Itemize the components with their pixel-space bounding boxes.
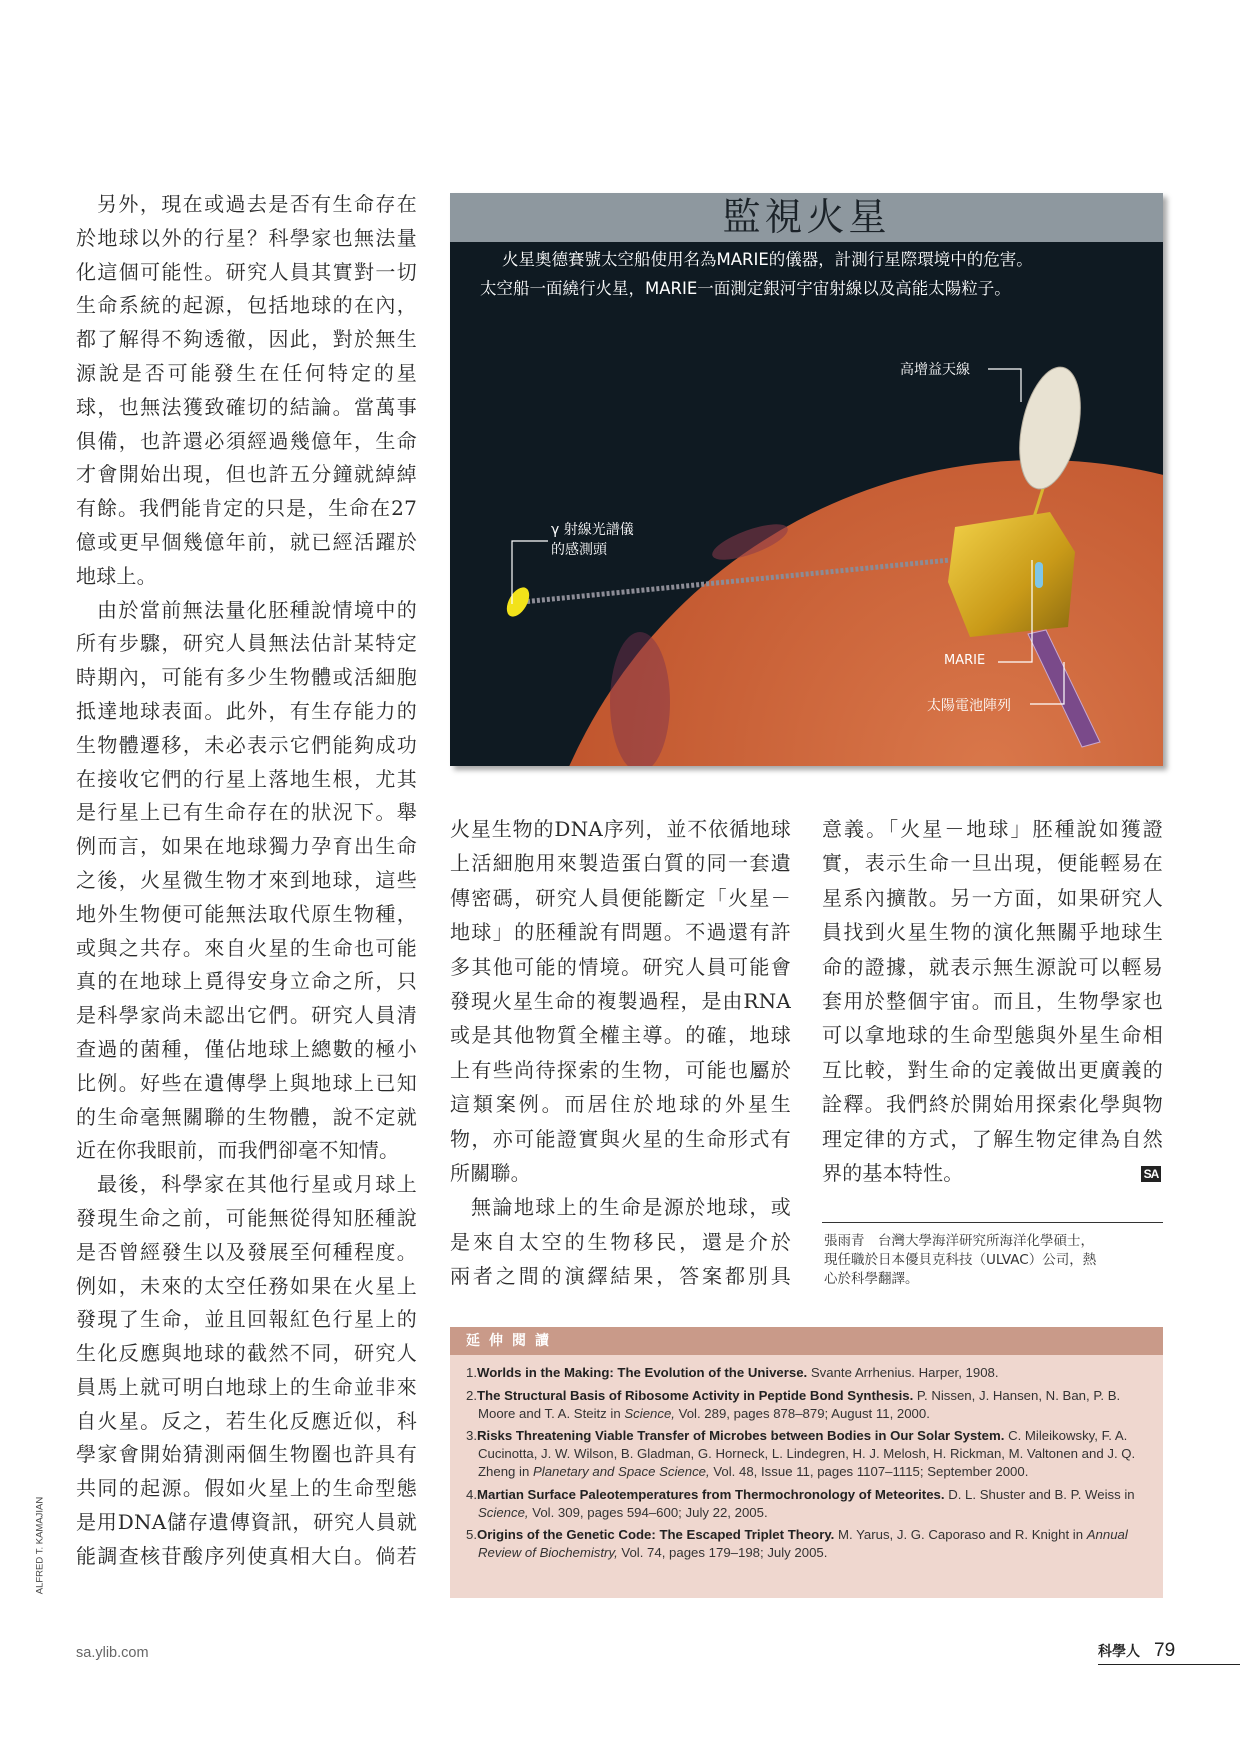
label-gamma-sensor-head: 的感測頭 [551, 542, 607, 558]
text-line: 最後，科學家在其他行星或月球上 [97, 1172, 417, 1197]
illustration-credit: ALFRED T. KAMAJIAN [34, 1496, 46, 1595]
text-line: 理定律的方式，了解生物定律為自然 [822, 1126, 1163, 1151]
text-line: 或與之共存。來自火星的生命也可能 [76, 935, 417, 960]
text-line: 自火星。反之，若生化反應近似，科 [76, 1408, 417, 1433]
text-line: 所關聯。 [450, 1160, 531, 1185]
text-line: 無論地球上的生命是源於地球，或 [471, 1195, 791, 1220]
bio-line: 現任職於日本優貝克科技（ULVAC）公司，熱 [824, 1252, 1097, 1268]
page-number: 79 [1154, 1640, 1176, 1661]
spacecraft-body [948, 512, 1075, 637]
text-line: 近在你我眼前，而我們卻毫不知情。 [76, 1138, 400, 1163]
text-line: 是用DNA儲存遺傳資訊，研究人員就 [76, 1510, 417, 1535]
reference-num: 3. [466, 1428, 477, 1443]
text-line: 源說是否可能發生在任何特定的星 [76, 360, 417, 385]
text-line: 抵達地球表面。此外，有生存能力的 [76, 698, 417, 723]
reference-title: Origins of the Genetic Code: The Escaped Triplet Theory. [477, 1527, 835, 1542]
text-line: 命的證據，就表示無生源說可以輕易 [822, 954, 1163, 979]
bio-line: 張雨青 台灣大學海洋研究所海洋化學碩士， [824, 1233, 1094, 1249]
reference-list [450, 1355, 1163, 1562]
page-footer [1098, 1640, 1240, 1665]
figure-caption [450, 245, 1163, 303]
text-line: 界的基本特性。 [822, 1160, 964, 1185]
reference-item [466, 1486, 1149, 1522]
text-line: 員馬上就可明白地球上的生命並非來 [76, 1374, 417, 1399]
text-line: 發現了生命，並且回報紅色行星上的 [76, 1307, 417, 1332]
reference-title: The Structural Basis of Ribosome Activity in Peptide Bond Synthesis. [477, 1387, 914, 1403]
caption-line: 太空船一面繞行火星，MARIE一面測定銀河宇宙射線以及高能太陽粒子。 [480, 279, 1011, 298]
text-line: 有餘。我們能肯定的只是，生命在27 [76, 496, 417, 521]
text-line: 生化反應與地球的截然不同，研究人 [76, 1341, 417, 1366]
text-line: 火星生物的DNA序列，並不依循地球 [450, 817, 791, 841]
text-line: 意義。「火星－地球」胚種說如獲證 [822, 817, 1163, 841]
website-link[interactable]: sa.ylib.com [76, 1645, 149, 1661]
text-line: 化這個可能性。研究人員其實對一切 [76, 259, 417, 284]
further-reading-box [450, 1327, 1163, 1598]
reference-rest: P. Nissen, J. Hansen, N. Ban, P. B. Moore and T. A. Steitz in [478, 1387, 1121, 1421]
reference-item [466, 1427, 1149, 1481]
text-line: 地球上。 [76, 563, 157, 588]
text-line: 套用於整個宇宙。而且，生物學家也 [822, 988, 1163, 1013]
text-line: 學家會開始猜測兩個生物圈也許具有 [76, 1442, 417, 1467]
text-line: 億或更早個幾億年前，就已經活躍於 [76, 529, 417, 554]
reference-rest: Svante Arrhenius. Harper, 1908. [807, 1365, 999, 1380]
reference-rest: M. Yarus, J. G. Caporaso and R. Knight in [834, 1527, 1087, 1542]
reference-item [466, 1364, 1149, 1382]
label-solar-array: 太陽電池陣列 [927, 698, 1011, 714]
reference-num: 4. [466, 1486, 477, 1502]
text-line: 比例。好些在遺傳學上與地球上已知 [76, 1070, 417, 1095]
text-line: 於地球以外的行星？科學家也無法量 [76, 225, 417, 250]
text-line: 的生命毫無關聯的生物體，說不定就 [76, 1104, 417, 1129]
text-line: 星系內擴散。另一方面，如果研究人 [822, 885, 1163, 910]
text-line: 時期內，可能有多少生物體或活細胞 [76, 665, 417, 690]
label-marie: MARIE [944, 653, 986, 668]
reference-rest: D. L. Shuster and B. P. Weiss in [944, 1486, 1135, 1502]
text-line: 傳密碼，研究人員便能斷定「火星－ [450, 885, 791, 910]
sa-end-mark-logo: SA [1141, 1166, 1161, 1182]
text-line: 在接收它們的行星上落地生根，尤其 [76, 766, 417, 791]
text-line: 是來自太空的生物移民，還是介於 [450, 1229, 791, 1254]
text-line: 發現生命之前，可能無從得知胚種說 [76, 1205, 417, 1230]
text-line: 地球」的胚種說有問題。不過還有許 [450, 920, 791, 945]
text-line: 員找到火星生物的演化無關乎地球生 [822, 920, 1163, 945]
reference-num: 2. [466, 1387, 477, 1403]
text-line: 能調查核苷酸序列使真相大白。倘若 [76, 1543, 417, 1568]
reference-num: 1. [466, 1365, 477, 1380]
reference-num: 5. [466, 1527, 477, 1542]
text-line: 球，也無法獲致確切的結論。當萬事 [76, 394, 417, 419]
text-line: 是科學家尚未認出它們。研究人員清 [76, 1003, 417, 1028]
reference-journal: Planetary and Space Science, [533, 1464, 710, 1479]
text-line: 另外，現在或過去是否有生命存在 [97, 192, 417, 216]
text-line: 地外生物便可能無法取代原生物種， [76, 901, 417, 926]
text-line: 例而言，如果在地球獨力孕育出生命 [76, 834, 417, 859]
reference-journal: Science, [478, 1504, 529, 1520]
text-line: 俱備，也許還必須經過幾億年，生命 [76, 428, 417, 453]
magazine-name: 科學人 [1098, 1644, 1140, 1660]
further-reading-heading: 延伸閱讀 [450, 1327, 1163, 1355]
reference-tail: Vol. 289, pages 878–879; August 11, 2000. [674, 1405, 930, 1421]
text-line: 互比較，對生命的定義做出更廣義的 [822, 1057, 1163, 1082]
text-line: 多其他可能的情境。研究人員可能會 [450, 954, 791, 979]
reference-journal: Science, [624, 1405, 675, 1421]
reference-item [466, 1387, 1149, 1423]
reference-rest: C. Mileikowsky, F. A. Cucinotta, J. W. Wilson, B. Gladman, G. Horneck, L. Lindegren, H. J. Melosh, H. Rickman, M. Valtonen and J. Q. Zheng in [478, 1428, 1136, 1479]
marie-instrument [1035, 562, 1043, 588]
mars-dark-region [610, 632, 670, 766]
reference-tail: Vol. 74, pages 179–198; July 2005. [617, 1545, 828, 1560]
reference-tail: Vol. 309, pages 594–600; July 22, 2005. [528, 1504, 768, 1520]
article-column-middle [450, 812, 791, 1293]
reference-journal: Annual Review of Biochemistry, [478, 1527, 1128, 1560]
text-line: 實，表示生命一旦出現，便能輕易在 [822, 851, 1163, 876]
bio-line: 心於科學翻譯。 [824, 1271, 919, 1287]
text-line: 詮釋。我們終於開始用探索化學與物 [822, 1092, 1163, 1117]
text-line: 或是其他物質全權主導。的確，地球 [450, 1023, 791, 1048]
caption-line: 火星奧德賽號太空船使用名為MARIE的儀器，計測行星際環境中的危害。 [502, 250, 1033, 269]
text-line: 生命系統的起源，包括地球的在內， [76, 293, 417, 318]
text-line: 上有些尚待探索的生物，可能也屬於 [450, 1057, 791, 1082]
text-line: 才會開始出現，但也許五分鐘就綽綽 [76, 462, 417, 487]
text-line: 物，亦可能證實與火星的生命形式有 [450, 1126, 791, 1151]
text-line: 是行星上已有生命存在的狀況下。舉 [76, 800, 417, 825]
label-high-gain-antenna: 高增益天線 [900, 362, 970, 378]
text-line: 這類案例。而居住於地球的外星生 [450, 1092, 791, 1117]
text-line: 上活細胞用來製造蛋白質的同一套遺 [450, 851, 791, 876]
text-line: 由於當前無法量化胚種說情境中的 [97, 597, 417, 622]
article-column-right [822, 812, 1163, 1190]
figure-monitoring-mars [450, 193, 1163, 766]
label-gamma-spectrometer: γ 射線光譜儀 [551, 522, 634, 538]
reference-title: Worlds in the Making: The Evolution of the Universe. [477, 1365, 808, 1380]
text-line: 例如，未來的太空任務如果在火星上 [76, 1273, 417, 1298]
text-line: 是否曾經發生以及發展至何種程度。 [76, 1239, 417, 1264]
divider [822, 1222, 1163, 1223]
figure-title: 監視火星 [450, 193, 1163, 242]
reference-tail: Vol. 48, Issue 11, pages 1107–1115; September 2000. [709, 1464, 1029, 1479]
reference-title: Risks Threatening Viable Transfer of Microbes between Bodies in Our Solar System. [477, 1428, 1005, 1443]
text-line: 查過的菌種，僅佔地球上總數的極小 [76, 1036, 417, 1061]
text-line: 兩者之間的演繹結果，答案都別具 [450, 1264, 791, 1289]
mars-odyssey-illustration [450, 242, 1163, 766]
text-line: 之後，火星微生物才來到地球，這些 [76, 867, 417, 892]
text-line: 共同的起源。假如火星上的生命型態 [76, 1476, 417, 1501]
text-line: 所有步驟，研究人員無法估計某特定 [76, 631, 417, 656]
translator-bio [824, 1232, 1164, 1289]
article-column-left [76, 188, 417, 1574]
text-line: 發現火星生命的複製過程，是由RNA [450, 988, 791, 1013]
text-line: 都了解得不夠透徹，因此，對於無生 [76, 327, 417, 352]
reference-item [466, 1526, 1149, 1562]
text-line: 可以拿地球的生命型態與外星生命相 [822, 1023, 1163, 1048]
reference-title: Martian Surface Paleotemperatures from Thermochronology of Meteorites. [477, 1486, 945, 1502]
text-line: 真的在地球上覓得安身立命之所，只 [76, 969, 417, 994]
text-line: 生物體遷移，未必表示它們能夠成功 [76, 732, 417, 757]
